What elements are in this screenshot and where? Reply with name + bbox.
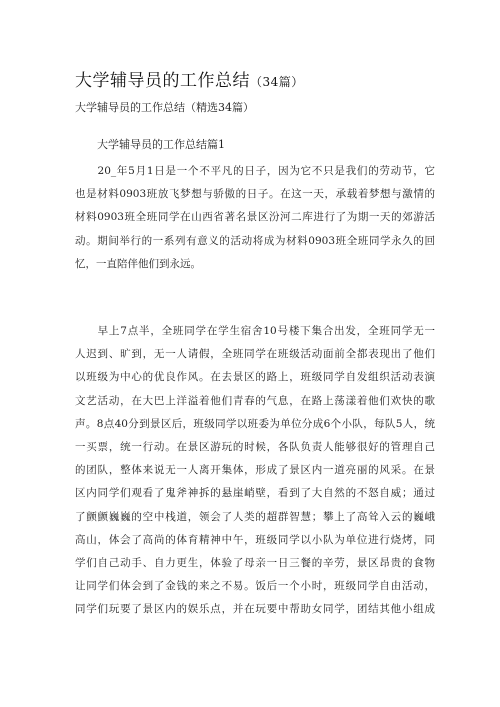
- paragraph-line: 了颤颤巍巍的空中栈道，领会了人类的超群智慧；攀上了高耸入云的巍峨: [75, 510, 435, 523]
- paragraph-line: 文艺活动，在大巴上洋溢着他们青春的气息，在路上荡漾着他们欢快的歌: [75, 394, 435, 407]
- paragraph-line: 同学们玩要了景区内的娱乐点，并在玩要中帮助女同学，团结其他小组成: [75, 603, 435, 616]
- paragraph-line: 声。8点40分到景区后，班级同学以班委为单位分成6个小队，每队5人，统: [75, 417, 435, 430]
- paragraph-line: 早上7点半，全班同学在学生宿舍10号楼下集合出发，全班同学无一: [75, 325, 435, 337]
- paragraph-line: 忆，一直陪伴他们到永远。: [75, 257, 201, 270]
- paragraph-line: 让同学们体会到了金钱的来之不易。饭后一个小时，班级同学自由活动，: [75, 580, 435, 593]
- document-title-main: 大学辅导员的工作总结: [75, 71, 250, 91]
- paragraph-line: 一买票，统一行动。在景区游玩的时候，各队负责人能够很好的管理自己: [75, 440, 435, 453]
- document-title-suffix: （34篇）: [250, 75, 304, 89]
- paragraph-1: [75, 160, 435, 276]
- document-title: [75, 66, 304, 91]
- paragraph-line: 人迟到、旷到，无一人请假，全班同学在班级活动面前全都表现出了他们: [75, 348, 435, 361]
- paragraph-line: 20_年5月1日是一个不平凡的日子，因为它不只是我们的劳动节，它: [75, 165, 435, 177]
- paragraph-line: 以班级为中心的优良作风。在去景区的路上，班级同学自发组织活动表演: [75, 371, 435, 384]
- paragraph-line: 区内同学们观看了鬼斧神拆的悬崖峭壁，看到了大自然的不怒自威；通过: [75, 487, 435, 500]
- paragraph-line: 的团队，整体来说无一人离开集体，形成了景区内一道亮丽的风采。在景: [75, 464, 435, 477]
- paragraph-2: [75, 320, 435, 621]
- paragraph-line: 动。期间举行的一系列有意义的活动将成为材料0903班全班同学永久的回: [75, 234, 435, 247]
- document-subtitle: 大学辅导员的工作总结（精选34篇）: [75, 101, 254, 114]
- paragraph-line: 也是材料0903班放飞梦想与骄傲的日子。在这一天，承载着梦想与激情的: [75, 188, 435, 201]
- paragraph-line: 学们自己动手、自力更生，体验了母亲一日三餐的辛劳，景区昂贵的食物: [75, 556, 435, 569]
- section-heading: 大学辅导员的工作总结篇1: [97, 138, 225, 151]
- paragraph-line: 材料0903班全班同学在山西省著名景区汾河二库进行了为期一天的郊游活: [75, 211, 435, 224]
- paragraph-line: 高山，体会了高尚的体育精神中午，班级同学以小队为单位进行烧烤，同: [75, 533, 435, 546]
